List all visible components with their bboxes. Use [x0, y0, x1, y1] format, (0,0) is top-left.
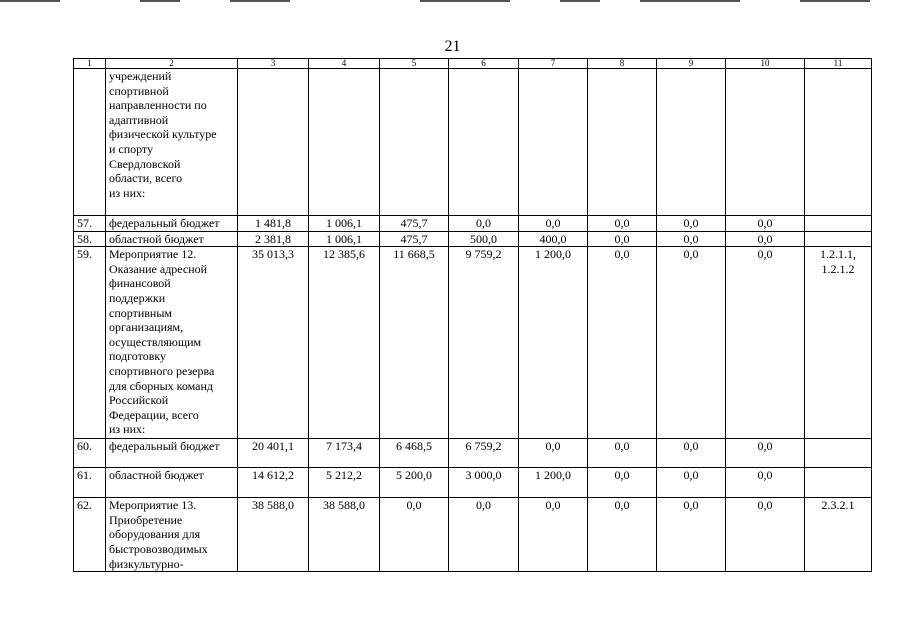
table-body: [74, 59, 872, 572]
column-number-11: 11: [805, 59, 872, 69]
row-name-line: областной бюджет: [109, 468, 204, 483]
row-name-line: для сборных команд: [109, 378, 214, 393]
value-cell-col-8: 0,0: [588, 247, 657, 439]
column-number-2: 2: [106, 59, 238, 69]
value-cell-col-3: 14 612,2: [238, 468, 309, 498]
column-number-row: [74, 59, 872, 69]
row-name-line: из них:: [109, 185, 146, 200]
row-name-line: Свердловской: [109, 156, 181, 171]
value-cell-col-6: 9 759,2: [449, 247, 519, 439]
row-number: 58.: [74, 231, 106, 247]
row-name-line: Мероприятие 12.: [109, 247, 197, 262]
value-cell-col-10: 0,0: [726, 439, 805, 468]
row-name-line: федеральный бюджет: [109, 439, 220, 454]
target-reference: [805, 468, 872, 498]
value-cell-col-5: 475,7: [380, 231, 449, 247]
target-reference-line: 1.2.1.2: [821, 261, 855, 276]
value-cell-col-6: 0,0: [449, 498, 519, 572]
value-cell-col-6: 6 759,2: [449, 439, 519, 468]
value-cell-col-3: 38 588,0: [238, 498, 309, 572]
row-name: [106, 216, 238, 232]
value-cell-col-5: 6 468,5: [380, 439, 449, 468]
value-cell-col-6: 3 000,0: [449, 468, 519, 498]
table-row: [74, 231, 872, 247]
row-name-line: осуществляющим: [109, 334, 202, 349]
row-name-line: федеральный бюджет: [109, 216, 220, 230]
scan-top-edge: [0, 0, 905, 3]
row-name-line: спортивного резерва: [109, 363, 215, 378]
value-cell-col-10: 0,0: [726, 216, 805, 232]
value-cell-col-5: 5 200,0: [380, 468, 449, 498]
value-cell-col-10: [726, 69, 805, 216]
target-reference: [805, 69, 872, 216]
row-number: 61.: [74, 468, 106, 498]
target-reference: [805, 216, 872, 232]
target-reference-line: 2.3.2.1: [821, 498, 855, 513]
row-name-line: из них:: [109, 422, 146, 437]
value-cell-col-4: 1 006,1: [309, 231, 380, 247]
table-row: [74, 69, 872, 216]
value-cell-col-3: 35 013,3: [238, 247, 309, 439]
row-name-line: физкультурно-: [109, 556, 184, 571]
table-row: [74, 498, 872, 572]
row-name: [106, 247, 238, 439]
value-cell-col-10: 0,0: [726, 231, 805, 247]
value-cell-col-3: 1 481,8: [238, 216, 309, 232]
column-number-10: 10: [726, 59, 805, 69]
row-number: 62.: [74, 498, 106, 572]
target-reference: [805, 498, 872, 572]
column-number-9: 9: [657, 59, 726, 69]
column-number-1: 1: [74, 59, 106, 69]
value-cell-col-9: 0,0: [657, 247, 726, 439]
value-cell-col-8: 0,0: [588, 231, 657, 247]
row-name: [106, 69, 238, 216]
column-number-3: 3: [238, 59, 309, 69]
value-cell-col-8: 0,0: [588, 439, 657, 468]
value-cell-col-9: 0,0: [657, 468, 726, 498]
value-cell-col-4: [309, 69, 380, 216]
table-row: [74, 247, 872, 439]
value-cell-col-9: 0,0: [657, 439, 726, 468]
value-cell-col-10: 0,0: [726, 498, 805, 572]
row-name-line: области, всего: [109, 171, 183, 186]
value-cell-col-10: 0,0: [726, 468, 805, 498]
column-number-8: 8: [588, 59, 657, 69]
value-cell-col-7: 400,0: [519, 231, 588, 247]
value-cell-col-8: 0,0: [588, 468, 657, 498]
value-cell-col-4: 12 385,6: [309, 247, 380, 439]
value-cell-col-4: 38 588,0: [309, 498, 380, 572]
value-cell-col-6: 500,0: [449, 231, 519, 247]
page-number: 21: [444, 38, 461, 55]
value-cell-col-10: 0,0: [726, 247, 805, 439]
row-name-line: оборудования для: [109, 527, 201, 542]
value-cell-col-9: 0,0: [657, 231, 726, 247]
value-cell-col-8: 0,0: [588, 498, 657, 572]
row-name-line: физической культуре: [109, 127, 217, 142]
table-row: [74, 216, 872, 232]
row-name-line: Оказание адресной: [109, 261, 208, 276]
row-name-line: направленности по: [109, 98, 207, 113]
value-cell-col-7: 0,0: [519, 498, 588, 572]
value-cell-col-5: [380, 69, 449, 216]
target-reference: [805, 247, 872, 439]
row-name-line: подготовку: [109, 349, 167, 364]
table-row: [74, 468, 872, 498]
row-name-line: учреждений: [109, 69, 172, 83]
value-cell-col-6: 0,0: [449, 216, 519, 232]
row-name: [106, 231, 238, 247]
value-cell-col-7: 1 200,0: [519, 468, 588, 498]
value-cell-col-9: [657, 69, 726, 216]
row-name-line: адаптивной: [109, 112, 169, 127]
row-name-line: финансовой: [109, 276, 171, 291]
row-number: [74, 69, 106, 216]
table-row: [74, 439, 872, 468]
row-name-line: поддержки: [109, 290, 166, 305]
value-cell-col-7: [519, 69, 588, 216]
row-name-line: областной бюджет: [109, 231, 204, 246]
value-cell-col-8: [588, 69, 657, 216]
row-name-line: организациям,: [109, 320, 184, 335]
row-number: 60.: [74, 439, 106, 468]
column-number-4: 4: [309, 59, 380, 69]
value-cell-col-3: [238, 69, 309, 216]
column-number-7: 7: [519, 59, 588, 69]
column-number-6: 6: [449, 59, 519, 69]
row-name-line: спортивным: [109, 305, 172, 320]
target-reference: [805, 439, 872, 468]
row-name: [106, 468, 238, 498]
value-cell-col-3: 2 381,8: [238, 231, 309, 247]
value-cell-col-7: 1 200,0: [519, 247, 588, 439]
row-name-line: Приобретение: [109, 512, 183, 527]
value-cell-col-4: 1 006,1: [309, 216, 380, 232]
row-name-line: Федерации, всего: [109, 407, 199, 422]
row-name-line: и спорту: [109, 141, 154, 156]
row-name-line: спортивной: [109, 83, 169, 98]
row-number: 59.: [74, 247, 106, 439]
row-name-line: Мероприятие 13.: [109, 498, 197, 513]
value-cell-col-7: 0,0: [519, 216, 588, 232]
value-cell-col-4: 5 212,2: [309, 468, 380, 498]
row-name-line: Российской: [109, 393, 169, 408]
value-cell-col-8: 0,0: [588, 216, 657, 232]
row-name: [106, 439, 238, 468]
value-cell-col-9: 0,0: [657, 498, 726, 572]
row-name-line: быстровозводимых: [109, 541, 208, 556]
target-reference: [805, 231, 872, 247]
column-number-5: 5: [380, 59, 449, 69]
value-cell-col-5: 0,0: [380, 498, 449, 572]
row-number: 57.: [74, 216, 106, 232]
value-cell-col-9: 0,0: [657, 216, 726, 232]
value-cell-col-5: 11 668,5: [380, 247, 449, 439]
target-reference-line: 1.2.1.1,: [820, 247, 856, 262]
value-cell-col-4: 7 173,4: [309, 439, 380, 468]
row-name: [106, 498, 238, 572]
value-cell-col-3: 20 401,1: [238, 439, 309, 468]
value-cell-col-6: [449, 69, 519, 216]
value-cell-col-7: 0,0: [519, 439, 588, 468]
budget-table: [73, 58, 872, 572]
value-cell-col-5: 475,7: [380, 216, 449, 232]
